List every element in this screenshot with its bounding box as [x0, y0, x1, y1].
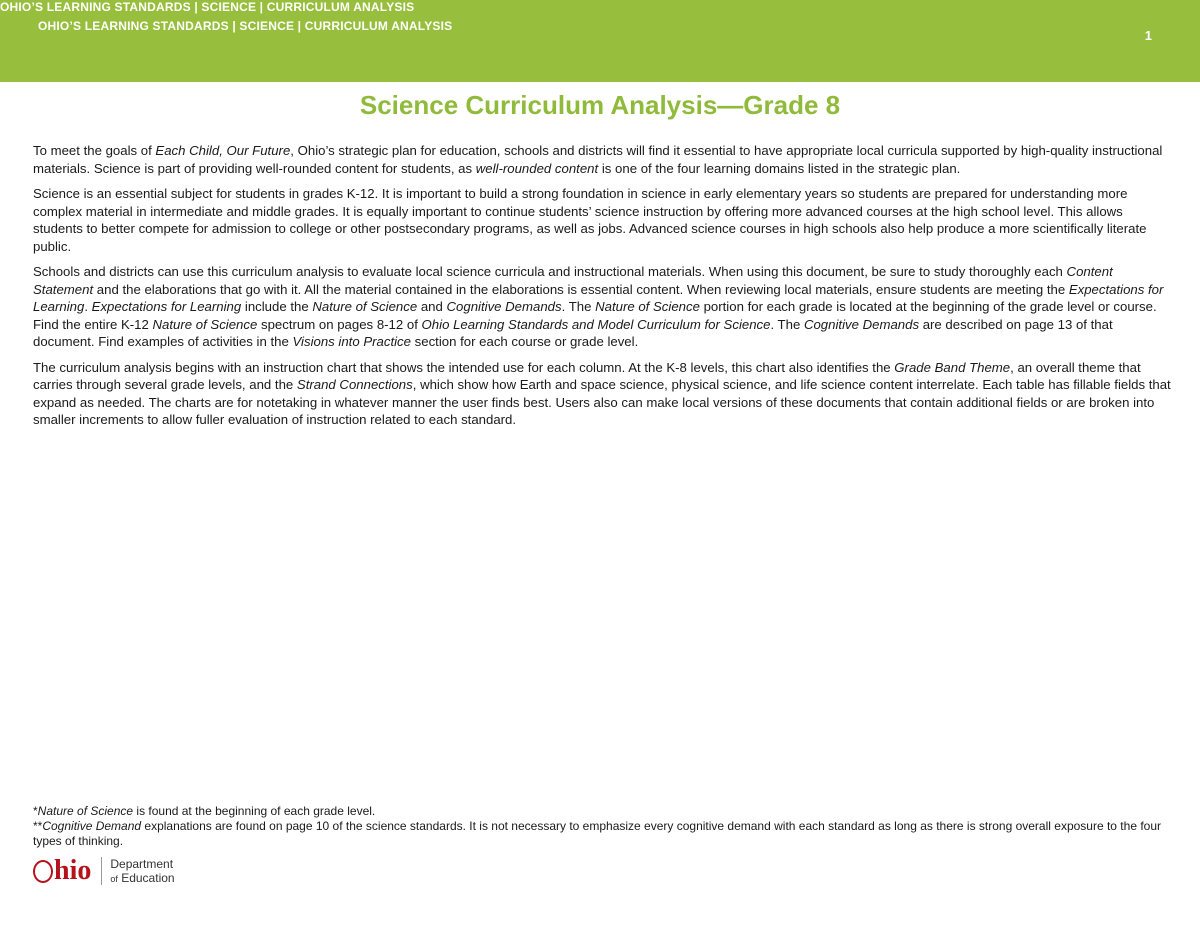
italic-span: Ohio Learning Standards and Model Curriculum for Science [421, 316, 771, 332]
paragraph-4 [33, 359, 1173, 429]
italic-span: Strand Connections [296, 377, 413, 392]
text-span: Science is an essential subject for students in grades K-12. It is important to build a strong foundation in science in early elementary years so students are prepared for understanding more complex material in intermediate and middle grades. It is equally important to continue students’ science instruction by offering more advanced courses at the high school level. This allows students to better compete for admission to college or other postsecondary programs, as well as jobs. Advanced science courses in high schools also help produce a more scientifically literate public. [33, 186, 1147, 254]
italic-span: Cognitive Demand [42, 819, 142, 833]
italic-span: Grade Band Theme [894, 359, 1011, 375]
ohio-wordmark-text: hio [54, 855, 92, 886]
italic-span: Expectations for Learning [91, 299, 242, 314]
italic-span: Nature of Science [152, 316, 258, 332]
footnote-1 [33, 804, 1163, 819]
text-span: is one of the four learning domains listed in the strategic plan. [598, 160, 961, 176]
text-span: . The [770, 316, 804, 332]
text-span: is found at the beginning of each grade level. [133, 804, 376, 818]
body-text [33, 142, 1173, 437]
logo-education-text: Education [117, 870, 175, 885]
text-span: are described on page 13 of that document. Find examples of activities in the [33, 316, 1113, 349]
paragraph-2 [33, 185, 1173, 255]
text-span: and the elaborations that go with it. All the material contained in the elaborations is essential content. When reviewing local materials, ensure students are meeting the [93, 281, 1069, 297]
header-title-line-1: OHIO’S LEARNING STANDARDS | SCIENCE | CURRICULUM ANALYSIS [0, 0, 415, 14]
ohio-department-of-education-logo [33, 855, 175, 887]
text-span: explanations are found on page 10 of the science standards. It is not necessary to emphasize every cognitive demand with each standard as long as there is strong overall exposure to the four types of thinking. [33, 819, 1162, 848]
text-span: , an overall theme that carries through several grade levels, and the [33, 359, 1141, 392]
text-span: spectrum on pages 8-12 of [257, 316, 422, 332]
italic-span: Visions into Practice [292, 334, 411, 349]
text-span: The curriculum analysis begins with an instruction chart that shows the intended use for each column. At the K-8 levels, this chart also identifies the [33, 359, 895, 375]
footnote-2 [33, 819, 1163, 849]
footnotes [33, 804, 1163, 849]
paragraph-3 [33, 263, 1173, 351]
text-span: Schools and districts can use this curriculum analysis to evaluate local science curricula and instructional materials. When using this document, be sure to study thoroughly each [33, 264, 1067, 279]
text-span: . The [561, 299, 596, 314]
italic-span: Cognitive Demands [446, 299, 562, 314]
italic-span: Cognitive Demands [803, 316, 920, 332]
text-span: . [84, 299, 92, 314]
paragraph-1 [33, 142, 1173, 177]
footnote-mark: * [33, 804, 38, 818]
ohio-wordmark [33, 855, 91, 887]
italic-span: Content Statement [33, 264, 1113, 297]
italic-span: Expectations for Learning [33, 281, 1164, 314]
document-title: Science Curriculum Analysis—Grade 8 [359, 90, 841, 120]
page-number: 1 [1144, 28, 1152, 43]
text-span: , which show how Earth and space science, physical science, and life science content interrelate. Each table has fillable fields that expand as needed. The charts are for notetaking in whatever manner the user finds best. Users also can make local versions of these documents that contain additional fields or are broken into smaller increments to allow fuller evaluation of instruction related to each standard. [33, 377, 1171, 427]
text-span: include the [241, 299, 313, 314]
text-span: portion for each grade is located at the beginning of the grade level or course. Find the entire K-12 [33, 299, 1157, 332]
footnote-mark: ** [33, 819, 43, 833]
logo-education-line [110, 871, 174, 886]
italic-span: Each Child, Our Future [155, 143, 291, 158]
text-span: and [417, 299, 447, 314]
header-title-line-2: OHIO’S LEARNING STANDARDS | SCIENCE | CURRICULUM ANALYSIS [38, 19, 453, 33]
text-span: To meet the goals of [33, 143, 156, 158]
logo-divider [101, 857, 102, 885]
italic-span: Nature of Science [595, 299, 700, 314]
logo-department-text [110, 857, 174, 886]
italic-span: Nature of Science [37, 804, 134, 818]
ohio-o-icon [33, 860, 53, 883]
italic-span: well-rounded content [475, 160, 599, 176]
logo-of-text: of [110, 873, 118, 884]
text-span: section for each course or grade level. [411, 334, 639, 349]
text-span: , Ohio’s strategic plan for education, schools and districts will find it essential to have appropriate local curricula supported by high-quality instructional materials. Science is part of providing well-rounded content for students, as [33, 143, 1163, 176]
logo-department-line: Department [110, 856, 174, 871]
italic-span: Nature of Science [312, 299, 418, 314]
header-band [0, 0, 1200, 82]
